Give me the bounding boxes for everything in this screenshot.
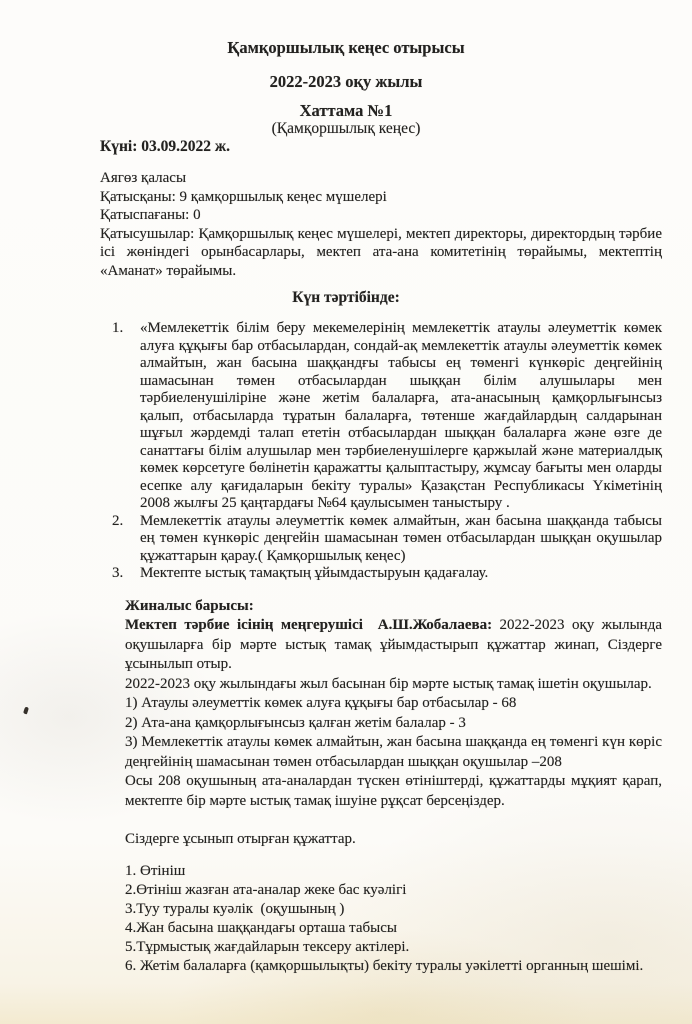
speaker-statement: 2022-2023 оқу жылында оқушыларға бір мәрте ыстық тамақ ұйымдастырып құжаттар жинап, Сіздерге ұсынылып отыр. (125, 617, 662, 672)
protocol-subtitle: (Қамқоршылық кеңес) (271, 120, 421, 137)
agenda-item (112, 320, 662, 513)
absent-count-line: Қатыспағаны: 0 (100, 207, 201, 223)
agenda-item (112, 513, 662, 566)
agenda-item-text: «Мемлекеттік білім беру мекемелерінің мемлекеттік атаулы әлеуметтік көмек алуға құқығы бар отбасылардан, сондай-ақ мемлекеттік атаулы әлеуметтік көмек алмайтын, жан басына шаққандғы табысы ең төменгі күнкөріс деңгейінің шамасынан төмен отбасылардан шыққан білім алушылары мен тәрбиеленушіліріне және жетім балаларға, ата-анасының қамқорлығынсыз қалып, отбасыларда тұратын балаларға, төтенше жағдайлардың салдарынан шұғыл жәрдемді талап ететін отбасылардан шыққан балаларға және өзге де санаттағы білім алушылар мен тәрбиеленушілерге қаржылай және материалдық көмек көрсетуге бөлінетін қаражатты қалыптастыру, жұмсау бағыты мен оларды есепке алу қағидаларын бекіту туралы» Қазақстан Республикасы Үкіметінің 2008 жылғы 25 қаңтардағы №64 қаулысымен таныстыру . (140, 320, 662, 511)
document-item: 3.Туу туралы куәлік (оқушының ) (125, 900, 345, 917)
meeting-minutes (125, 597, 662, 850)
participants-line: Қатысушылар: Қамқоршылық кеңес мүшелері, мектеп директоры, директордың тәрбие ісі жөніндегі орынбасарлары, мектеп ата-ана комитетінің төрайымы, мектептің «Аманат» төрайымы. (100, 225, 662, 279)
document-item: 1. Өтініш (125, 862, 186, 879)
request-paragraph: Осы 208 оқушының ата-аналардан түскен өтініштерді, құжаттарды мұқият қарап, мектепте бір мәрте ыстық тамақ ішуіне рұқсат берсеңіздер. (125, 773, 662, 809)
city-line: Аягөз қаласы (100, 170, 187, 186)
date-line: Күні: 03.09.2022 ж. (100, 138, 231, 155)
speaker-name: Мектеп тәрбие ісінің меңгерушісі А.Ш.Жобалаева: (125, 617, 493, 633)
document-item: 6. Жетім балаларға (қамқоршылықты) бекіту туралы уәкілетті органның шешімі. (125, 957, 644, 974)
document-item: 4.Жан басына шаққандағы орташа табысы (125, 919, 397, 936)
speaker-paragraph (125, 616, 662, 675)
year-summary-line: 2022-2023 оқу жылындағы жыл басынан бір мәрте ыстық тамақ ішетін оқушылар. (125, 675, 652, 692)
agenda-item-number: 3. (112, 565, 124, 581)
stat-line-families: 1) Атаулы әлеуметтік көмек алуға құқығы бар отбасылар - 68 (125, 695, 517, 711)
document-header (0, 38, 692, 155)
agenda-list (112, 320, 662, 583)
protocol-number: Хаттама №1 (299, 101, 393, 120)
agenda-item-number: 1. (112, 320, 124, 336)
meeting-flow-heading: Жиналыс барысы: (125, 597, 254, 614)
agenda-item-text: Мемлекеттік атаулы әлеуметтік көмек алмайтын, жан басына шаққанда табысы ең төмен күнкөріс деңгейін шамасынан төмен отбасылардан шыққан оқушылар құжаттарын қарау.( Қамқоршылық кеңес) (140, 512, 662, 564)
attended-count-line: Қатысқаны: 9 қамқоршылық кеңес мүшелері (100, 188, 387, 205)
agenda-item (112, 565, 662, 583)
agenda-heading: Күн тәртібінде: (292, 289, 400, 306)
document-title: Қамқоршылық кеңес отырысы (227, 38, 465, 57)
meeting-meta (100, 169, 662, 280)
document-item: 5.Тұрмыстық жағдайларын тексеру актілері. (125, 938, 410, 955)
stat-line-orphans: 2) Ата-ана қамқорлығынсыз қалған жетім балалар - 3 (125, 714, 466, 731)
documents-list (125, 862, 662, 976)
school-year-title: 2022-2023 оқу жылы (269, 72, 423, 91)
agenda-item-text: Мектепте ыстық тамақтың ұйымдастыруын қадағалау. (140, 565, 489, 581)
agenda-item-number: 2. (112, 512, 124, 529)
stat-line-low-income: 3) Мемлекеттік атаулы көмек алмайтын, жан басына шаққанда ең төменгі күн көріс деңгейінің шамасынан төмен отбасылардан шыққан оқушылар –208 (125, 734, 662, 770)
ink-speck (23, 707, 29, 715)
document-item: 2.Өтініш жазған ата-аналар жеке бас куәлігі (125, 881, 407, 898)
documents-intro-line: Сіздерге ұсынып отырған құжаттар. (125, 831, 356, 847)
